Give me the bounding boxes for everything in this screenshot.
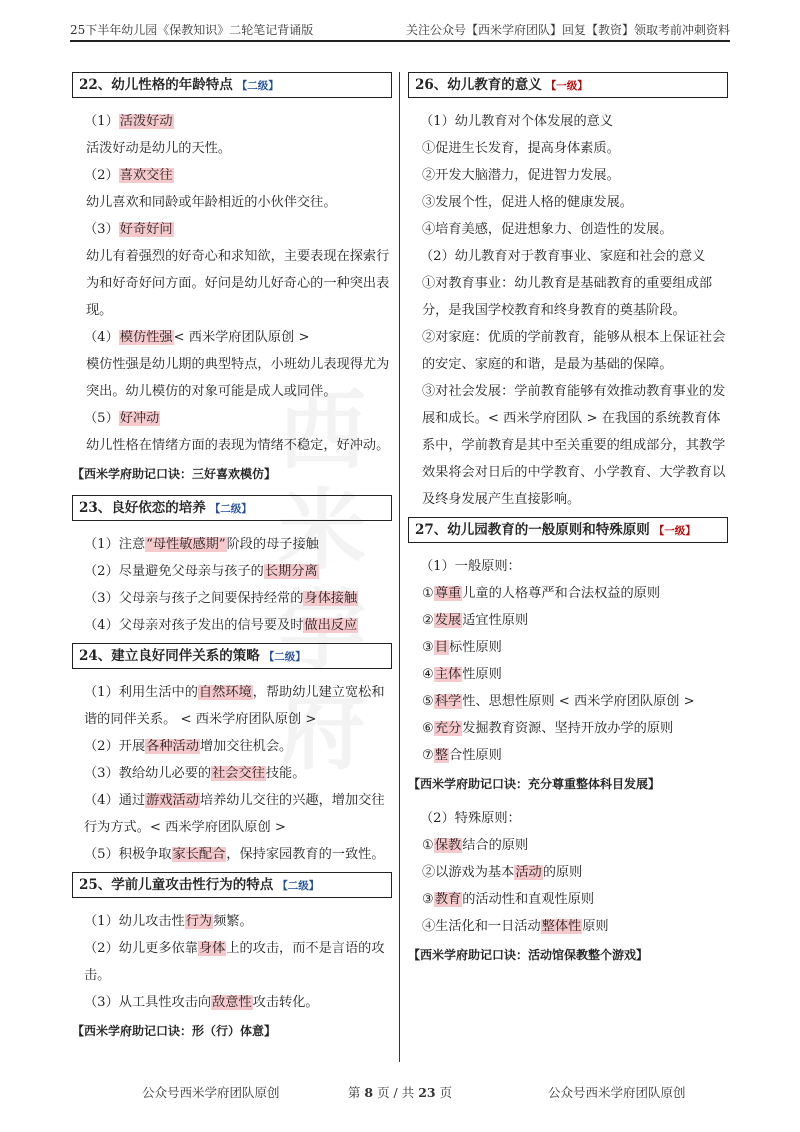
section-24-level-tag: 【二级】 [263,651,306,663]
footer-right-text: 公众号西米学府团队原创 [548,1085,686,1100]
section-25-title [72,872,392,898]
s22-item-5-desc: 幼儿性格在情绪方面的表现为情绪不稳定，好冲动。 [86,438,390,453]
s27-general-2-highlight: 发展 [434,613,462,628]
section-26-title [408,72,728,98]
page-header [70,18,730,40]
s25-item-2-highlight: 身体 [198,941,226,956]
s27-general-2: ②发展适宜性原则 [422,613,529,628]
s22-item-2-desc: 幼儿喜欢和同龄或年龄相近的小伙伴交往。 [86,195,337,210]
section-27-heading: 27、幼儿园教育的一般原则和特殊原则 [415,522,650,538]
s27-general-5-highlight: 科学 [434,694,462,709]
s23-item-3-highlight: 身体接触 [304,591,358,606]
total-pages: 23 [418,1085,436,1100]
s24-item-5: （5）积极争取家长配合，保持家园教育的一致性。 [84,847,385,862]
s22-item-5-highlight: 好冲动 [119,411,160,426]
s22-item-1: （1）活泼好动 [84,114,173,129]
s24-item-3-highlight: 社会交往 [212,766,265,781]
section-24-title [72,643,392,669]
s27-mnemonic-general: 【西米学府助记口诀：充分尊重整体科目发展】 [408,777,661,791]
s23-item-3: （3）父母亲与孩子之间要保持经常的身体接触 [84,591,358,606]
s27-general-3: ③目标性原则 [422,640,502,655]
s23-item-4: （4）父母亲对孩子发出的信号要及时做出反应 [84,618,358,633]
s22-item-2: （2）喜欢交往 [84,168,173,183]
s24-item-3: （3）教给幼儿必要的社会交往技能。 [84,766,306,781]
page-number: 第 8 页 / 共 23 页 [347,1085,453,1100]
s26-point-a4: ④培育美感，促进想象力、创造性的发展。 [422,222,673,237]
s23-item-1-highlight: “母性敏感期” [146,537,226,552]
s22-item-4: （4）模仿性强< 西米学府团队原创 > [84,330,310,345]
s22-item-2-highlight: 喜欢交往 [119,168,173,183]
s22-item-3-highlight: 好奇好问 [119,222,173,237]
column-divider [399,72,400,1062]
s23-item-4-highlight: 做出反应 [304,618,358,633]
s27-general-6: ⑥充分发掘教育资源、坚持开放办学的原则 [422,721,674,736]
s27-general-6-highlight: 充分 [434,721,462,736]
s26-heading-1: （1）幼儿教育对个体发展的意义 [420,114,614,129]
section-23-heading: 23、良好依恋的培养 [79,500,206,516]
left-column [72,72,392,1052]
s27-special-1-highlight: 保教 [434,838,462,853]
s27-special-1: ①保教结合的原则 [422,838,529,853]
section-23-title [72,495,392,521]
s27-heading-general: （1）一般原则： [420,559,521,574]
s23-item-1: （1）注意“母性敏感期”阶段的母子接触 [84,537,319,552]
s24-item-2: （2）开展各种活动增加交往机会。 [84,739,293,754]
s26-point-b2: ②对家庭：优质的学前教育，能够从根本上保证社会的安定、家庭的和谐，是最为基础的保障。 [422,330,726,372]
s27-special-2-highlight: 活动 [515,865,542,880]
s25-item-1: （1）幼儿攻击性行为频繁。 [84,914,253,929]
s27-general-4-highlight: 主体 [434,667,462,682]
s25-item-3-highlight: 敌意性 [212,995,252,1010]
right-column [408,72,728,976]
section-27-title [408,517,728,543]
s22-item-3-desc: 幼儿有着强烈的好奇心和求知欲，主要表现在探索行为和好奇好问方面。好问是幼儿好奇心的一种突出表现。 [86,249,390,318]
s26-point-a1: ①促进生长发育，提高身体素质。 [422,141,620,156]
section-23-level-tag: 【二级】 [209,503,252,515]
current-page: 8 [364,1085,374,1100]
s27-general-7: ⑦整合性原则 [422,748,502,763]
s22-item-1-highlight: 活泼好动 [119,114,173,129]
s23-item-2-highlight: 长期分离 [264,564,318,579]
s27-general-7-highlight: 整 [434,748,449,763]
s25-item-2: （2）幼儿更多依靠身体上的攻击，而不是言语的攻击。 [84,941,385,983]
section-26-heading: 26、幼儿教育的意义 [415,77,542,93]
s25-item-3: （3）从工具性攻击向敌意性攻击转化。 [84,995,319,1010]
s27-general-1: ①尊重儿童的人格尊严和合法权益的原则 [422,586,661,601]
s24-item-4-highlight: 游戏活动 [146,793,199,808]
s27-general-5: ⑤科学性、思想性原则 < 西米学府团队原创 > [422,694,695,709]
s26-point-b3: ③对社会发展：学前教育能够有效推动教育事业的发展和成长。< 西米学府团队 > 在我国的系统教育体系中，学前教育是其中至关重要的组成部分，其教学效果将会对日后的中学教育、小学教育、大学教育以及终身发展产生直接影响。 [422,384,726,507]
s27-special-4-highlight: 整体性 [541,919,582,934]
section-25-level-tag: 【二级】 [277,880,320,892]
s25-item-1-highlight: 行为 [185,914,213,929]
s22-mnemonic: 【西米学府助记口诀：三好喜欢模仿】 [72,467,277,481]
s22-item-1-desc: 活泼好动是幼儿的天性。 [86,141,232,156]
section-24-heading: 24、建立良好同伴关系的策略 [79,648,260,664]
header-right-text: 关注公众号【西米学府团队】回复【教资】领取考前冲刺资料 [405,23,730,37]
s26-point-a3: ③发展个性，促进人格的健康发展。 [422,195,633,210]
header-left-text: 25下半年幼儿园《保教知识》二轮笔记背诵版 [70,23,314,37]
s27-general-4: ④主体性原则 [422,667,502,682]
s26-heading-2: （2）幼儿教育对于教育事业、家庭和社会的意义 [420,249,706,264]
s23-item-2: （2）尽量避免父母亲与孩子的长期分离 [84,564,318,579]
s24-item-5-highlight: 家长配合 [172,847,226,862]
s27-special-3-highlight: 教育 [434,892,462,907]
section-22-title [72,72,392,98]
s25-mnemonic: 【西米学府助记口诀：形（行）体意】 [72,1024,277,1038]
s27-special-3: ③教育的活动性和直观性原则 [422,892,595,907]
s22-item-5: （5）好冲动 [84,411,160,426]
s27-mnemonic-special: 【西米学府助记口诀：活动馆保教整个游戏】 [408,948,649,962]
s26-point-a2: ②开发大脑潜力，促进智力发展。 [422,168,620,183]
s26-point-b1: ①对教育事业：幼儿教育是基础教育的重要组成部分，是我国学校教育和终身教育的奠基阶段。 [422,276,713,318]
section-27-level-tag: 【一级】 [653,525,696,537]
s27-special-2: ②以游戏为基本活动的原则 [422,865,583,880]
section-22-level-tag: 【二级】 [236,80,279,92]
s22-item-3: （3）好奇好问 [84,222,173,237]
footer-left-text: 公众号西米学府团队原创 [142,1085,280,1100]
header-rule [70,40,730,42]
s24-item-4: （4）通过游戏活动培养幼儿交往的兴趣，增加交往行为方式。< 西米学府团队原创 > [84,793,385,835]
section-25-heading: 25、学前儿童攻击性行为的特点 [79,877,274,893]
s27-general-1-highlight: 尊重 [434,586,462,601]
section-22-heading: 22、幼儿性格的年龄特点 [79,77,233,93]
section-26-level-tag: 【一级】 [545,80,588,92]
s22-item-4-desc: 模仿性强是幼儿期的典型特点，小班幼儿表现得尤为突出。幼儿模仿的对象可能是成人或同伴。 [86,357,390,399]
s27-special-4: ④生活化和一日活动整体性原则 [422,919,609,934]
s24-item-1-highlight: 自然环境 [198,685,252,700]
s24-item-1: （1）利用生活中的自然环境，帮助幼儿建立宽松和谐的同伴关系。 < 西米学府团队原创 > [84,685,385,727]
s24-item-2-highlight: 各种活动 [146,739,199,754]
s22-item-4-highlight: 模仿性强 [119,330,173,345]
s27-heading-special: （2）特殊原则： [420,811,521,826]
s27-general-3-highlight: 目 [434,640,449,655]
